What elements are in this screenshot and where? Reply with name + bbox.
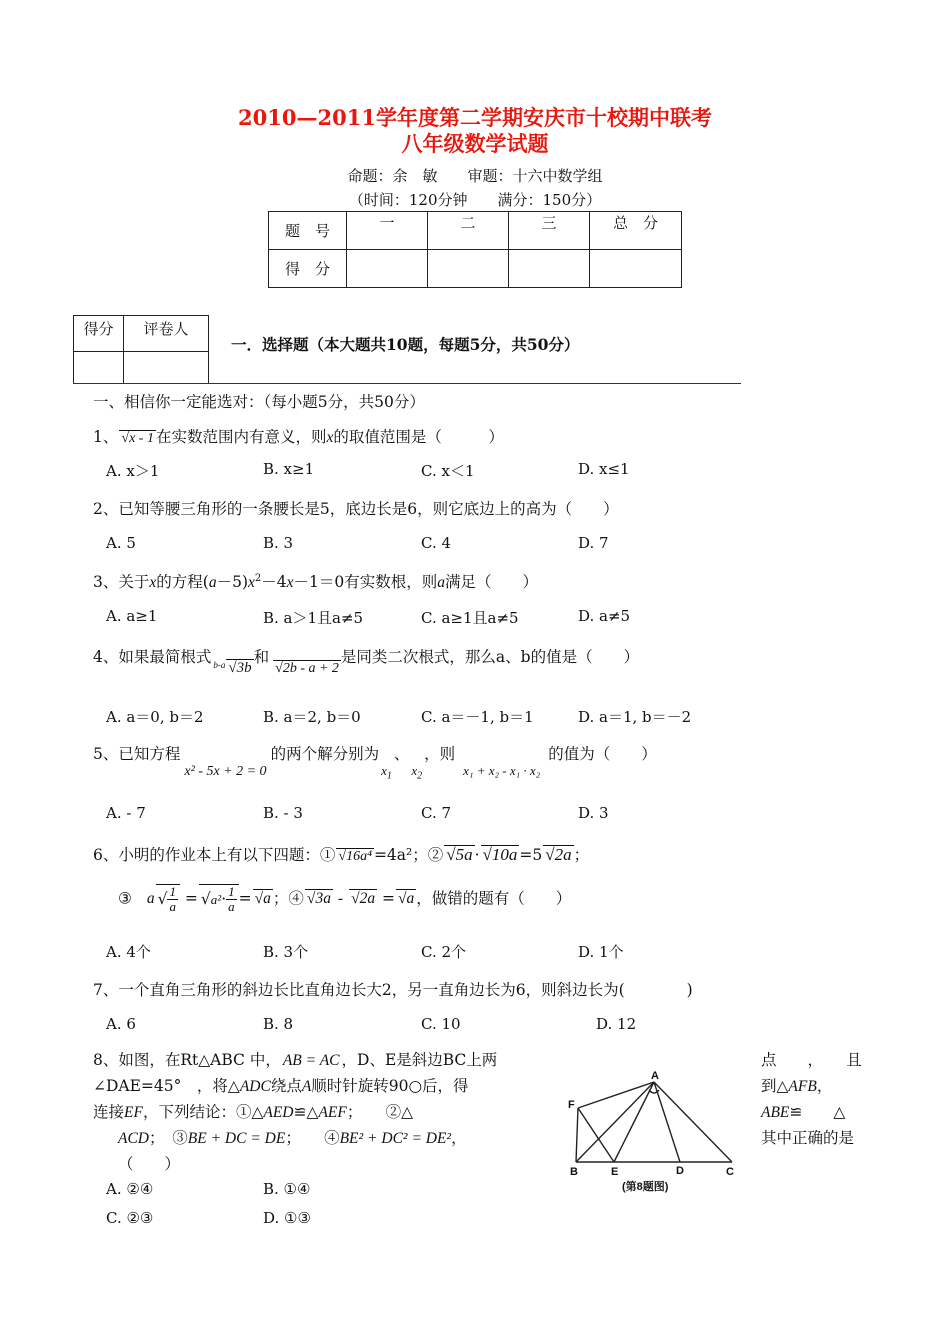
label-c: C: [726, 1166, 734, 1178]
grader-score-cell[interactable]: [74, 352, 124, 384]
q2-option-c[interactable]: C. 4: [421, 534, 452, 552]
score-row-label: 得 分: [269, 250, 347, 288]
q4-option-b[interactable]: B. a＝2, b＝0: [263, 708, 361, 726]
question-8-line2: ∠DAE=45° ，将△ADC绕点A顺时针旋转90○后，得: [93, 1077, 469, 1095]
score-header-question-number: 题 号: [269, 212, 347, 250]
q5-option-b[interactable]: B. - 3: [263, 804, 303, 822]
q3-option-b[interactable]: B. a＞1且a≠5: [263, 609, 364, 627]
exam-title-line2: 八年级数学试题: [401, 131, 549, 156]
question-5: 5、已知方程x² - 5x + 2 = 0的两个解分别为$x_1$、$x_2$，则x₁ + x₂ - x₁ · x₂的值为（ ）: [93, 745, 657, 782]
q8-option-d[interactable]: D. ①③: [263, 1209, 311, 1227]
label-f: F: [568, 1099, 575, 1111]
authors-line: 命题：余 敏 审题：十六中数学组: [347, 167, 603, 185]
score-header-part3: 三: [509, 212, 590, 250]
question-8-line3-right: ABE≌ △: [761, 1103, 846, 1121]
score-header-part1: 一: [347, 212, 428, 250]
section1-title: 一．选择题（本大题共10题，每题5分，共50分）: [231, 335, 580, 354]
segment-fb: [576, 1108, 578, 1162]
section-divider: [73, 383, 741, 384]
q6-option-c[interactable]: C. 2个: [421, 943, 467, 961]
question-7: 7、一个直角三角形的斜边长比直角边长大2，另一直角边长为6，则斜边长为( ): [93, 981, 693, 999]
score-cell-part1[interactable]: [347, 250, 428, 288]
q5-option-d[interactable]: D. 3: [578, 804, 609, 822]
label-a: A: [651, 1070, 659, 1082]
question-8-line3: 连接EF，下列结论：①△AED≌△AEF； ②△: [93, 1103, 414, 1121]
q4-radical-2: √2b - a + 2: [275, 661, 339, 676]
question-8-line4-right: 其中正确的是: [761, 1129, 855, 1147]
question-1: 1、 √x - 1 在实数范围内有意义，则x的取值范围是（ ）: [93, 428, 504, 446]
q6-radical-1: √16a⁴: [338, 849, 372, 864]
q6-radical-2b: √10a: [482, 845, 518, 864]
score-header-total: 总 分: [590, 212, 682, 250]
q1-option-c[interactable]: C. x＜1: [421, 462, 475, 480]
q3-option-a[interactable]: A. a≥1: [106, 607, 158, 625]
grader-score-label: 得分: [74, 316, 124, 352]
grader-name-label: 评卷人: [124, 316, 209, 352]
section1-intro: 一、相信你一定能选对：（每小题5分，共50分）: [93, 393, 425, 411]
q4-option-c[interactable]: C. a＝－1, b＝1: [421, 708, 534, 726]
q6-option-b[interactable]: B. 3个: [263, 943, 309, 961]
question-3: 3、关于x的方程$(a-5)x^2-4x-1=0$有实数根，则a满足（ ）: [93, 572, 539, 591]
question-8-line1: 8、如图，在Rt△ABC 中， AB = AC ，D、E是斜边BC上两: [93, 1051, 498, 1069]
score-table: [268, 211, 682, 288]
time-score-line: （时间：120分钟 满分：150分）: [348, 191, 602, 209]
label-e: E: [611, 1166, 619, 1178]
q6-radical-2c: √2a: [545, 845, 572, 864]
grader-box: [73, 315, 209, 384]
figure-caption: (第8题图): [622, 1181, 669, 1193]
q6-radical-2a: √5a: [446, 845, 473, 864]
q2-option-b[interactable]: B. 3: [263, 534, 294, 552]
exam-title-line1: 2010—2011学年度第二学期安庆市十校期中联考: [238, 105, 712, 130]
label-d: D: [676, 1165, 684, 1177]
question-6-line1: 6、小明的作业本上有以下四题：① √16a⁴ =4a²；② √5a · √10a =5 √2a ；: [93, 845, 590, 864]
q5-equation: x² - 5x + 2 = 0: [184, 764, 267, 779]
score-header-part2: 二: [428, 212, 509, 250]
segment-ad: [654, 1082, 680, 1162]
question-8-line2-right: 到△AFB，: [761, 1077, 833, 1095]
question-2: 2、已知等腰三角形的一条腰长是5，底边长是6，则它底边上的高为（ ）: [93, 500, 619, 518]
q5-option-a[interactable]: A. - 7: [106, 804, 146, 822]
question-4: 4、如果最简根式 $_{b-a}$ √3b和√2b - a + 2是同类二次根式，那么a、b的值是（ ）: [93, 648, 640, 676]
score-cell-part2[interactable]: [428, 250, 509, 288]
q6-option-a[interactable]: A. 4个: [106, 943, 151, 961]
label-b: B: [570, 1166, 578, 1178]
q5-expression: x₁ + x₂ - x₁ · x₂: [463, 763, 541, 778]
q1-option-d[interactable]: D. x≤1: [578, 460, 630, 478]
segment-ac: [654, 1082, 732, 1162]
q8-option-c[interactable]: C. ②③: [106, 1209, 154, 1227]
q3-option-d[interactable]: D. a≠5: [578, 607, 631, 625]
q8-option-b[interactable]: B. ①④: [263, 1180, 311, 1198]
q7-option-a[interactable]: A. 6: [106, 1015, 136, 1033]
q4-option-a[interactable]: A. a＝0, b＝2: [106, 708, 204, 726]
question-6-line2: ③ a √ $\frac{1}{a}$ = √a²· $\frac{1}{a}$ = √a ；④ √3a - √2a = √a ，做错的题有（ ）: [118, 884, 572, 915]
q3-option-c[interactable]: C. a≥1且a≠5: [421, 609, 519, 627]
grader-name-cell[interactable]: [124, 352, 209, 384]
q1-radical: √x - 1: [121, 431, 154, 446]
score-cell-total[interactable]: [590, 250, 682, 288]
q1-option-a[interactable]: A. x＞1: [106, 462, 160, 480]
q2-option-a[interactable]: A. 5: [106, 534, 136, 552]
q7-option-c[interactable]: C. 10: [421, 1015, 461, 1033]
q4-option-d[interactable]: D. a＝1, b＝－2: [578, 708, 692, 726]
q6-option-d[interactable]: D. 1个: [578, 943, 624, 961]
q2-option-d[interactable]: D. 7: [578, 534, 609, 552]
q1-option-b[interactable]: B. x≥1: [263, 460, 315, 478]
q5-option-c[interactable]: C. 7: [421, 804, 452, 822]
q8-option-a[interactable]: A. ②④: [106, 1180, 154, 1198]
q7-option-d[interactable]: D. 12: [596, 1015, 637, 1033]
figure-8: [556, 1068, 742, 1198]
question-8-line1-right: 点 ， 且: [761, 1051, 862, 1069]
q4-radical-1: √3b: [228, 660, 252, 676]
score-cell-part3[interactable]: [509, 250, 590, 288]
q7-option-b[interactable]: B. 8: [263, 1015, 294, 1033]
question-8-line4: ACD； ③BE + DC = DE； ④BE² + DC² = DE²，: [118, 1129, 467, 1147]
question-8-line5: （ ）: [118, 1155, 181, 1173]
